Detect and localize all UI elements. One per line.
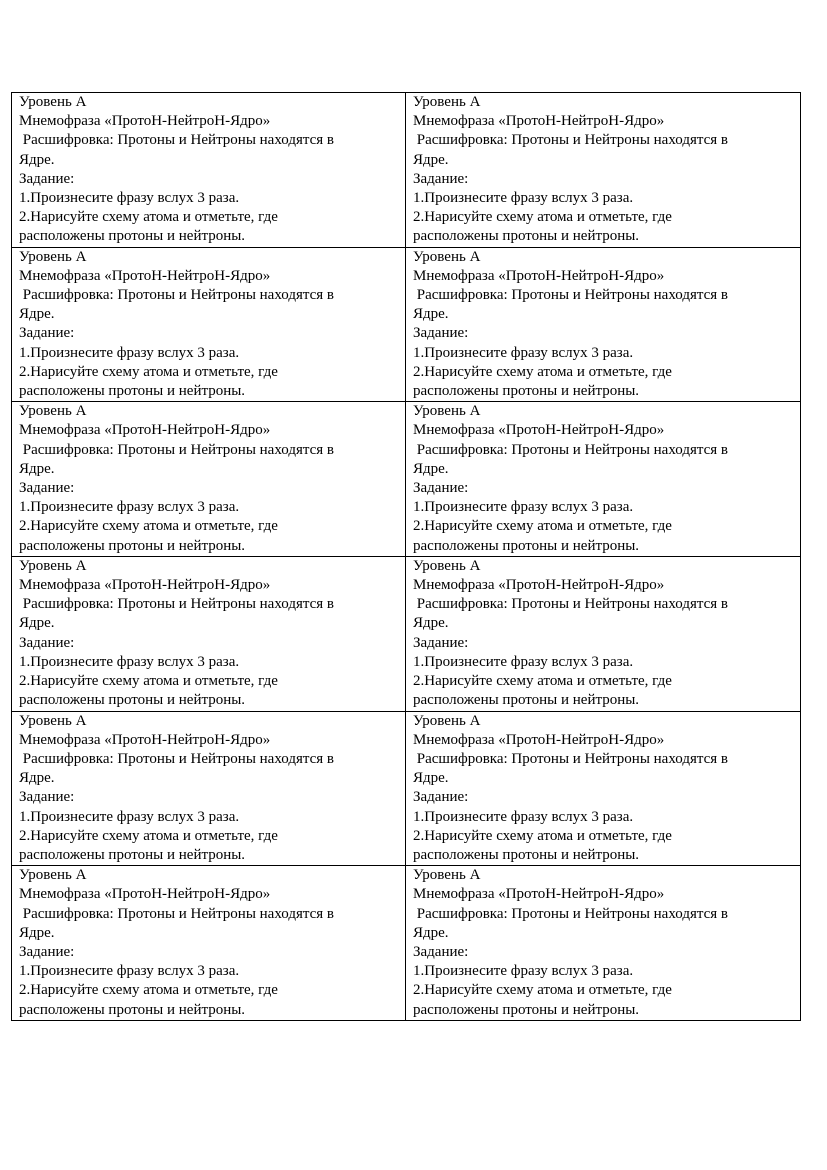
card-decoding-line-2: Ядре. — [413, 151, 449, 168]
card-task-2-line-2: расположены протоны и нейтроны. — [413, 846, 640, 863]
card-decoding-line-1: Расшифровка: Протоны и Нейтроны находятся в — [19, 287, 334, 304]
card-task-title: Задание: — [413, 943, 469, 960]
card-mnemonic-phrase: Мнемофраза «ПротоН-НейтроН-Ядро» — [413, 731, 665, 748]
card-task-1: 1.Произнесите фразу вслух 3 раза. — [413, 963, 634, 980]
card-task-1: 1.Произнесите фразу вслух 3 раза. — [19, 190, 240, 207]
card-task-2-line-2: расположены протоны и нейтроны. — [19, 692, 246, 709]
card-task-title: Задание: — [413, 789, 469, 806]
card-task-2-line-2: расположены протоны и нейтроны. — [19, 846, 246, 863]
task-card — [406, 556, 801, 711]
card-decoding-line-1: Расшифровка: Протоны и Нейтроны находятся в — [413, 596, 728, 613]
card-decoding-line-2: Ядре. — [19, 770, 55, 787]
card-decoding-line-1: Расшифровка: Протоны и Нейтроны находятся в — [19, 905, 334, 922]
card-decoding-line-1: Расшифровка: Протоны и Нейтроны находятся в — [413, 441, 728, 458]
table-row — [12, 402, 801, 557]
task-card — [406, 711, 801, 866]
card-decoding-line-1: Расшифровка: Протоны и Нейтроны находятся в — [413, 905, 728, 922]
card-task-title: Задание: — [19, 634, 75, 651]
card-task-1: 1.Произнесите фразу вслух 3 раза. — [19, 344, 240, 361]
card-task-2-line-2: расположены протоны и нейтроны. — [413, 383, 640, 400]
table-row — [12, 866, 801, 1021]
card-decoding-line-1: Расшифровка: Протоны и Нейтроны находятся в — [19, 596, 334, 613]
card-task-title: Задание: — [19, 325, 75, 342]
card-task-2-line-2: расположены протоны и нейтроны. — [413, 1001, 640, 1018]
card-task-2-line-2: расположены протоны и нейтроны. — [19, 1001, 246, 1018]
card-task-1: 1.Произнесите фразу вслух 3 раза. — [413, 190, 634, 207]
card-decoding-line-2: Ядре. — [19, 306, 55, 323]
card-task-2-line-1: 2.Нарисуйте схему атома и отметьте, где — [413, 827, 672, 844]
card-task-2-line-1: 2.Нарисуйте схему атома и отметьте, где — [19, 518, 278, 535]
card-level: Уровень А — [19, 94, 87, 110]
card-level: Уровень А — [413, 557, 481, 574]
card-level: Уровень А — [413, 403, 481, 420]
card-task-title: Задание: — [19, 789, 75, 806]
task-card — [12, 866, 406, 1021]
card-task-2-line-1: 2.Нарисуйте схему атома и отметьте, где — [413, 209, 672, 226]
card-decoding-line-1: Расшифровка: Протоны и Нейтроны находятся в — [413, 287, 728, 304]
card-decoding-line-2: Ядре. — [413, 306, 449, 323]
card-mnemonic-phrase: Мнемофраза «ПротоН-НейтроН-Ядро» — [19, 422, 271, 439]
card-task-1: 1.Произнесите фразу вслух 3 раза. — [413, 344, 634, 361]
card-task-1: 1.Произнесите фразу вслух 3 раза. — [413, 808, 634, 825]
card-task-title: Задание: — [413, 634, 469, 651]
card-task-2-line-1: 2.Нарисуйте схему атома и отметьте, где — [19, 673, 278, 690]
card-decoding-line-2: Ядре. — [413, 924, 449, 941]
card-mnemonic-phrase: Мнемофраза «ПротоН-НейтроН-Ядро» — [19, 731, 271, 748]
card-decoding-line-1: Расшифровка: Протоны и Нейтроны находятся в — [19, 441, 334, 458]
card-level: Уровень А — [413, 94, 481, 110]
task-card — [12, 556, 406, 711]
card-task-title: Задание: — [19, 480, 75, 497]
card-decoding-line-2: Ядре. — [19, 151, 55, 168]
task-card — [406, 93, 801, 248]
card-task-2-line-1: 2.Нарисуйте схему атома и отметьте, где — [19, 982, 278, 999]
card-task-2-line-2: расположены протоны и нейтроны. — [19, 383, 246, 400]
card-level: Уровень А — [19, 557, 87, 574]
card-mnemonic-phrase: Мнемофраза «ПротоН-НейтроН-Ядро» — [19, 886, 271, 903]
card-task-1: 1.Произнесите фразу вслух 3 раза. — [413, 653, 634, 670]
task-cards-body — [12, 93, 801, 1021]
table-row — [12, 247, 801, 402]
card-level: Уровень А — [19, 403, 87, 420]
card-mnemonic-phrase: Мнемофраза «ПротоН-НейтроН-Ядро» — [413, 267, 665, 284]
card-mnemonic-phrase: Мнемофраза «ПротоН-НейтроН-Ядро» — [19, 267, 271, 284]
task-card — [406, 247, 801, 402]
card-task-2-line-1: 2.Нарисуйте схему атома и отметьте, где — [19, 363, 278, 380]
card-task-2-line-1: 2.Нарисуйте схему атома и отметьте, где — [413, 363, 672, 380]
card-task-2-line-2: расположены протоны и нейтроны. — [19, 537, 246, 554]
card-mnemonic-phrase: Мнемофраза «ПротоН-НейтроН-Ядро» — [19, 113, 271, 130]
card-task-1: 1.Произнесите фразу вслух 3 раза. — [19, 499, 240, 516]
card-task-title: Задание: — [413, 170, 469, 187]
card-mnemonic-phrase: Мнемофраза «ПротоН-НейтроН-Ядро» — [413, 886, 665, 903]
card-task-2-line-2: расположены протоны и нейтроны. — [19, 228, 246, 245]
card-task-2-line-2: расположены протоны и нейтроны. — [413, 228, 640, 245]
task-card — [12, 711, 406, 866]
card-level: Уровень А — [19, 867, 87, 884]
card-task-1: 1.Произнесите фразу вслух 3 раза. — [19, 653, 240, 670]
card-task-2-line-1: 2.Нарисуйте схему атома и отметьте, где — [413, 982, 672, 999]
card-decoding-line-2: Ядре. — [19, 460, 55, 477]
task-card — [406, 866, 801, 1021]
card-decoding-line-2: Ядре. — [413, 770, 449, 787]
card-decoding-line-2: Ядре. — [19, 924, 55, 941]
card-decoding-line-1: Расшифровка: Протоны и Нейтроны находятся в — [19, 132, 334, 149]
card-decoding-line-2: Ядре. — [19, 615, 55, 632]
task-card — [12, 402, 406, 557]
card-level: Уровень А — [413, 248, 481, 265]
card-task-title: Задание: — [413, 480, 469, 497]
card-task-2-line-2: расположены протоны и нейтроны. — [413, 692, 640, 709]
task-card — [12, 93, 406, 248]
task-card — [12, 247, 406, 402]
table-row — [12, 93, 801, 248]
card-task-title: Задание: — [19, 943, 75, 960]
card-decoding-line-1: Расшифровка: Протоны и Нейтроны находятся в — [19, 750, 334, 767]
card-level: Уровень А — [413, 867, 481, 884]
table-row — [12, 711, 801, 866]
card-task-1: 1.Произнесите фразу вслух 3 раза. — [19, 963, 240, 980]
card-mnemonic-phrase: Мнемофраза «ПротоН-НейтроН-Ядро» — [413, 422, 665, 439]
card-task-title: Задание: — [413, 325, 469, 342]
card-task-2-line-1: 2.Нарисуйте схему атома и отметьте, где — [19, 827, 278, 844]
card-task-2-line-1: 2.Нарисуйте схему атома и отметьте, где — [413, 518, 672, 535]
card-level: Уровень А — [19, 712, 87, 729]
card-decoding-line-1: Расшифровка: Протоны и Нейтроны находятся в — [413, 750, 728, 767]
card-task-2-line-1: 2.Нарисуйте схему атома и отметьте, где — [19, 209, 278, 226]
task-card — [406, 402, 801, 557]
task-cards-table — [11, 92, 801, 1021]
card-mnemonic-phrase: Мнемофраза «ПротоН-НейтроН-Ядро» — [19, 577, 271, 594]
card-level: Уровень А — [413, 712, 481, 729]
card-task-title: Задание: — [19, 170, 75, 187]
card-decoding-line-2: Ядре. — [413, 460, 449, 477]
card-decoding-line-1: Расшифровка: Протоны и Нейтроны находятся в — [413, 132, 728, 149]
card-mnemonic-phrase: Мнемофраза «ПротоН-НейтроН-Ядро» — [413, 577, 665, 594]
card-task-2-line-2: расположены протоны и нейтроны. — [413, 537, 640, 554]
card-task-2-line-1: 2.Нарисуйте схему атома и отметьте, где — [413, 673, 672, 690]
card-task-1: 1.Произнесите фразу вслух 3 раза. — [19, 808, 240, 825]
card-task-1: 1.Произнесите фразу вслух 3 раза. — [413, 499, 634, 516]
table-row — [12, 556, 801, 711]
card-mnemonic-phrase: Мнемофраза «ПротоН-НейтроН-Ядро» — [413, 113, 665, 130]
card-decoding-line-2: Ядре. — [413, 615, 449, 632]
card-level: Уровень А — [19, 248, 87, 265]
